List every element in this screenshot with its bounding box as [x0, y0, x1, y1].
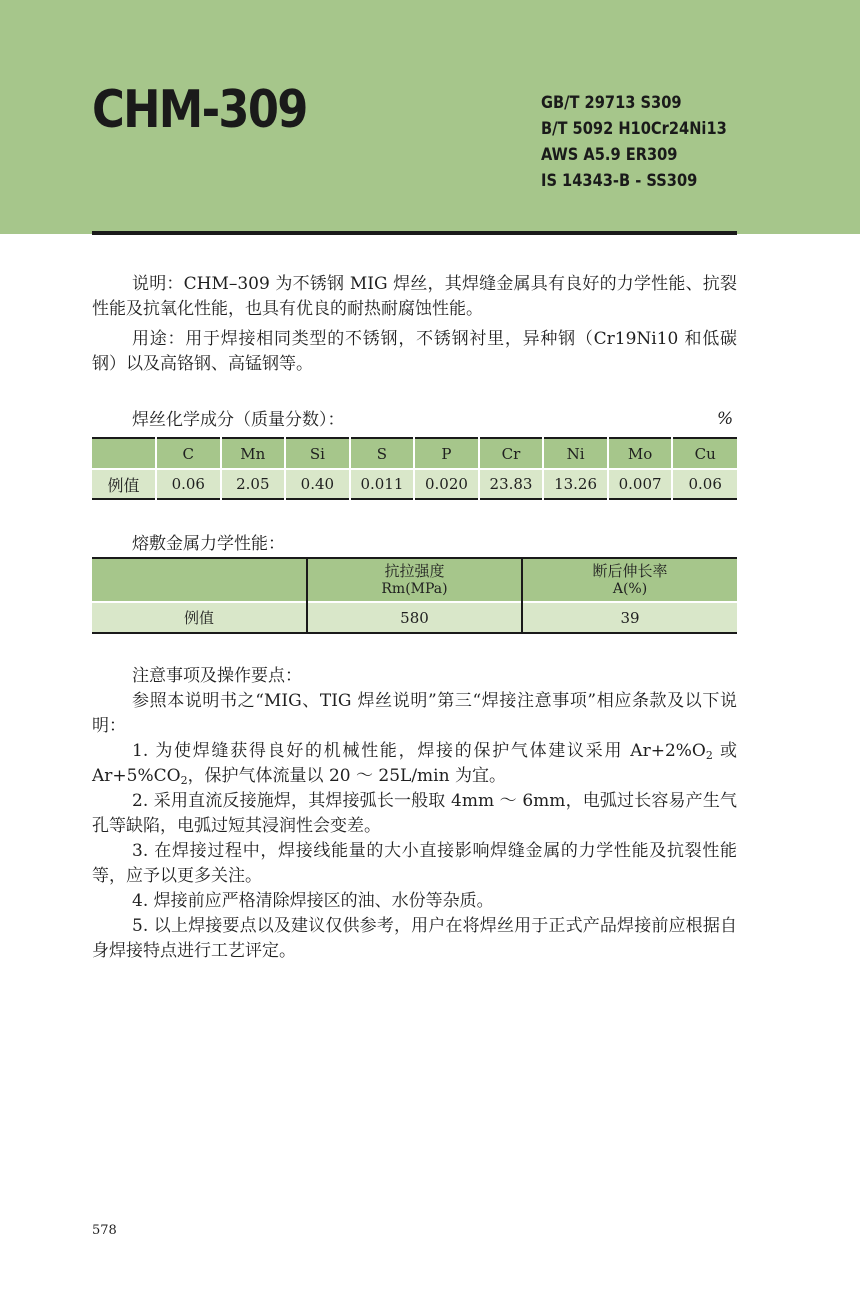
table-cell: 0.06	[672, 469, 737, 499]
table-cell: 39	[522, 602, 737, 633]
table-header-cell: Si	[285, 438, 350, 469]
table-header-cell	[92, 438, 156, 469]
standard-item: AWS A5.9 ER309	[541, 145, 678, 165]
tensile-strength-unit: Rm(MPa)	[381, 581, 448, 597]
table-header-cell	[307, 558, 522, 602]
chemistry-unit: %	[717, 409, 734, 429]
standard-item: IS 14343-B - SS309	[541, 171, 698, 191]
usage-paragraph	[92, 327, 737, 377]
table-header-row	[92, 438, 737, 469]
description-label: 说明：	[132, 274, 184, 294]
header-band	[0, 0, 860, 234]
table-header-cell	[522, 558, 737, 602]
product-title: CHM-309	[92, 80, 307, 140]
table-cell: 0.40	[285, 469, 350, 499]
table-cell: 0.007	[608, 469, 673, 499]
elongation-header: 断后伸长率	[592, 562, 668, 580]
table-cell: 0.011	[350, 469, 415, 499]
standard-item: B/T 5092 H10Cr24Ni13	[541, 119, 727, 139]
chemistry-title: 焊丝化学成分（质量分数）：	[132, 410, 345, 430]
note-item-1	[92, 739, 737, 789]
note-item-5: 5. 以上焊接要点以及建议仅供参考，用户在将焊丝用于正式产品焊接前应根据自身焊接特点进行工艺评定。	[92, 916, 737, 961]
table-cell: 0.020	[414, 469, 479, 499]
table-row	[92, 602, 737, 633]
header-rule	[92, 231, 737, 235]
mechanical-title: 熔敷金属力学性能：	[132, 534, 285, 554]
table-cell: 13.26	[543, 469, 608, 499]
row-label: 例值	[92, 602, 307, 633]
table-cell: 2.05	[221, 469, 286, 499]
note-text: ，保护气体流量以 20 ～ 25L/min 为宜。	[187, 766, 506, 786]
notes-section	[92, 664, 737, 964]
description-paragraph	[92, 272, 737, 322]
mechanical-table	[92, 557, 737, 634]
note-item-3: 3. 在焊接过程中，焊接线能量的大小直接影响焊缝金属的力学性能及抗裂性能等，应予以更多关注。	[92, 841, 737, 886]
usage-label: 用途：	[132, 329, 186, 349]
note-item-4: 4. 焊接前应严格清除焊接区的油、水份等杂质。	[132, 891, 494, 911]
usage-text: 用于焊接相同类型的不锈钢，不锈钢衬里，异种钢（Cr19Ni10 和低碳钢）以及高铬钢、高锰钢等。	[92, 329, 737, 374]
note-item-2: 2. 采用直流反接施焊，其焊接弧长一般取 4mm ～ 6mm，电弧过长容易产生气孔等缺陷，电弧过短其浸润性会变差。	[92, 791, 737, 836]
table-header-row	[92, 558, 737, 602]
note-text: 1. 为使焊缝获得良好的机械性能，焊接的保护气体建议采用 Ar+2%O	[132, 741, 706, 761]
standard-item: GB/T 29713 S309	[541, 93, 682, 113]
table-cell: 0.06	[156, 469, 221, 499]
subscript: 2	[705, 749, 713, 762]
notes-intro: 参照本说明书之“MIG、TIG 焊丝说明”第三“焊接注意事项”相应条款及以下说明：	[92, 691, 737, 736]
subscript: 2	[180, 774, 188, 787]
table-header-cell: P	[414, 438, 479, 469]
table-header-cell: S	[350, 438, 415, 469]
notes-title: 注意事项及操作要点：	[132, 666, 302, 686]
table-header-cell: C	[156, 438, 221, 469]
standards-list	[541, 90, 757, 194]
table-header-cell: Cu	[672, 438, 737, 469]
row-label: 例值	[92, 469, 156, 499]
table-header-cell: Mn	[221, 438, 286, 469]
table-header-cell: Mo	[608, 438, 673, 469]
table-cell: 23.83	[479, 469, 544, 499]
table-cell: 580	[307, 602, 522, 633]
elongation-unit: A(%)	[612, 581, 648, 597]
table-header-cell: Cr	[479, 438, 544, 469]
table-header-cell	[92, 558, 307, 602]
table-header-cell: Ni	[543, 438, 608, 469]
note-text: 或 Ar+5%CO	[92, 741, 737, 786]
chemistry-table	[92, 437, 737, 500]
description-text: CHM–309 为不锈钢 MIG 焊丝，其焊缝金属具有良好的力学性能、抗裂性能及抗氧化性能，也具有优良的耐热耐腐蚀性能。	[92, 274, 737, 319]
page-number: 578	[92, 1223, 117, 1238]
table-row	[92, 469, 737, 499]
tensile-strength-header: 抗拉强度	[384, 562, 445, 580]
